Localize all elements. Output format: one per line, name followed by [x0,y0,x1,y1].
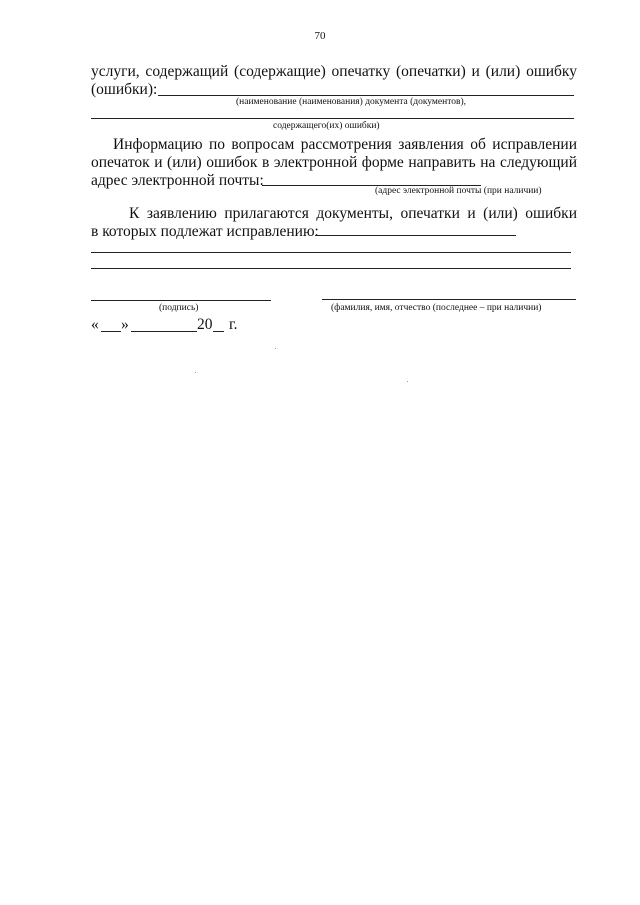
attachments-label: в которых подлежат исправлению: [91,223,319,240]
scan-speck [195,372,196,373]
date-close-quote: » [121,316,129,333]
signature-underline [91,300,271,301]
date-month-underline [131,331,197,332]
errors-label: (ошибки): [91,81,158,98]
signature-caption: (подпись) [159,303,199,313]
attachments-underline [315,235,516,236]
date-day-underline [101,331,121,332]
date-year-prefix: 20 [197,316,213,333]
full-name-underline [322,299,576,300]
document-errors-caption: содержащего(их) ошибки) [273,121,380,131]
scan-speck [407,381,408,382]
attachments-underline-3 [91,268,571,269]
page-number: 70 [314,30,326,42]
date-year-suffix: г. [229,316,238,333]
info-paragraph-line2: опечаток и (или) ошибок в электронной форме направить на следующий [91,154,577,171]
email-caption: (адрес электронной почты (при наличии) [375,186,542,196]
date-open-quote: « [91,316,99,333]
attachments-underline-2 [91,252,571,253]
services-line: услуги, содержащий (содержащие) опечатку (опечатки) и (или) ошибку [91,63,577,80]
document-name-underline [158,95,574,96]
document-name-caption: (наименование (наименования) документа (документов), [236,97,467,107]
email-label: адрес электронной почты: [91,172,264,189]
document-name-underline-2 [91,118,574,119]
attachments-paragraph-line1: К заявлению прилагаются документы, опечатки и (или) ошибки [129,205,577,222]
scan-speck [275,348,276,349]
full-name-caption: (фамилия, имя, отчество (последнее – при наличии) [331,303,542,313]
date-year-underline [213,331,224,332]
info-paragraph-line1: Информацию по вопросам рассмотрения заявления об исправлении [113,136,577,153]
